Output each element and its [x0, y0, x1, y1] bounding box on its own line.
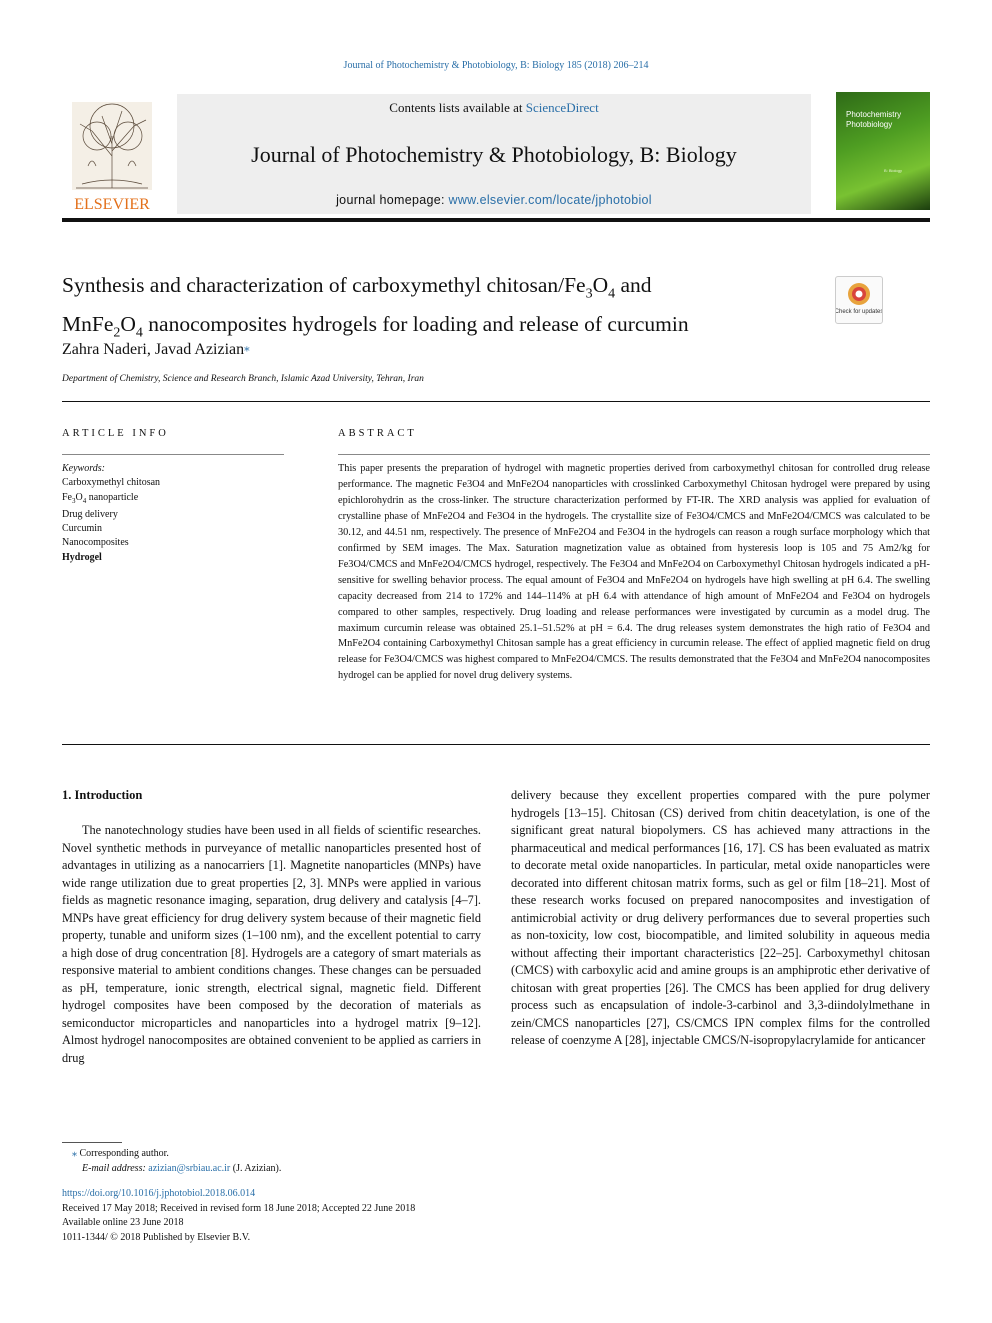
section-heading-introduction: 1. Introduction	[62, 788, 143, 802]
authors	[62, 341, 250, 359]
footnotes	[62, 1146, 281, 1176]
corresponding-note	[62, 1146, 281, 1161]
footnote-divider	[62, 1142, 122, 1143]
homepage-prefix: journal homepage:	[336, 193, 449, 207]
received-dates: Received 17 May 2018; Received in revised form 18 June 2018; Accepted 22 June 2018	[62, 1202, 416, 1214]
divider	[62, 401, 930, 402]
divider	[338, 454, 930, 455]
email-suffix: (J. Azizian).	[230, 1163, 282, 1174]
cover-subtitle: B: Biology	[884, 168, 903, 173]
keyword: Drug delivery	[62, 508, 118, 520]
elsevier-logo	[62, 96, 162, 214]
keyword: $Fe_3O_4$ nanoparticle	[62, 491, 139, 505]
email-label: E-mail address:	[82, 1163, 149, 1174]
title-part-2: MnFe	[62, 312, 114, 337]
divider	[62, 744, 930, 745]
copyright: 1011-1344/ © 2018 Published by Elsevier B.V.	[62, 1231, 251, 1243]
affiliation: Department of Chemistry, Science and Research Branch, Islamic Azad University, Tehran, Iran	[62, 374, 424, 384]
contents-prefix: Contents lists available at	[389, 100, 526, 115]
crossmark-label: Check for updates	[836, 309, 882, 315]
cover-title-line2: Photobiology	[846, 120, 893, 129]
email-line	[62, 1161, 281, 1176]
elsevier-wordmark: ELSEVIER	[74, 196, 150, 213]
check-for-updates-button[interactable]	[835, 276, 883, 324]
article-metadata	[62, 1187, 415, 1245]
corresponding-author-mark[interactable]: ⁎	[244, 342, 250, 354]
cover-title-line1: Photochemistry	[846, 110, 902, 119]
journal-title: Journal of Photochemistry & Photobiology, B: Biology	[251, 142, 737, 167]
homepage-link[interactable]: www.elsevier.com/locate/jphotobiol	[448, 193, 652, 207]
keyword: Nanocomposites	[62, 537, 129, 549]
header-divider	[62, 218, 930, 222]
keyword: Carboxymethyl chitosan	[62, 477, 161, 489]
corresponding-label: Corresponding author.	[79, 1148, 169, 1159]
article-info-heading: ARTICLE INFO	[62, 428, 169, 439]
email-link[interactable]: azizian@srbiau.ac.ir	[148, 1163, 231, 1174]
abstract-text: This paper presents the preparation of hydrogel with magnetic properties derived from carboxymethyl chitosan for controlled drug release performance. The magnetic Fe3O4 and MnFe2O4 nanoparticles with crosslinked Carboxymethyl Chitosan hydrogel were prepared by using epichlorohydrin as the cross-linker. The structure characterization performed by FT-IR. The XRD analysis was applied for evaluation of crystalline phase of MnFe2O4 and Fe3O4 in the hydrogels. The crystallite size of Fe3O4/CMCS and MnFe2O4/CMCS was calculated to be 30.12, and 44.51 nm, respectively. The presence of MnFe2O4 and Fe3O4 in the hydrogels can reason a rough surface morphology which that confirmed by SEM images. The Max. Saturation magnetization value as obtained from hysteresis loop is 105 and 75 Am2/kg for Fe3O4/CMCS and MnFe2O4/CMCS hydrogel, respectively. The Fe3O4 and MnFe2O4 on Carboxymethyl Chitosan hydrogels indicated a pH-sensitive for swelling behavior process. The equal amount of Fe3O4 and MnFe2O4 on hydrogels have high swelling at pH 6.4. The swelling capacity decreased from 214 to 172% and 144–114% at pH 6.4 with attendance of high amount of MnFe2O4 and Fe3O4 on hydrogels compared to other samples, respectively. Drug loading and release performances were investigated by curcumin as a model drug. The maximum curcumin release was obtained 25.1–51.52% at pH = 6.4. The drug releases system demonstrates the high ratio of Fe3O4 and MnFe2O4 containing Carboxymethyl Chitosan sample has a great efficiency in curcumin release. The effect of applied magnetic field on drug release for Fe3O4/CMCS was highest compared to MnFe2O4/CMCS. The results demonstrated that the Fe3O4 and MnFe2O4 nanocomposites hydrogel can be applied for novel drug delivery systems.	[338, 463, 930, 682]
footnote-mark: ⁎	[72, 1148, 77, 1159]
keyword: Hydrogel	[62, 551, 102, 563]
body-column-right: delivery because they excellent properties compared with the pure polymer hydrogels [13–15]. Chitosan (CS) derived from chitin deacetylation, is one of the significant great natural biopolymers. CS has achieved many attractions in the pharmaceutical and medical performances [16, 17]. CS has been evaluated as matrix to decorate metal oxide nanoparticles. In particular, metal oxide nanoparticles were decorated into different chitosan matrix forms, such as gel or film [18–21]. Most of these research works focused on prepared nanocomposites and investigation of antimicrobial activity or drug delivery performances due to several properties such as non-toxicity, low cost, biocompatible, and limited solubility in aqueous media without affecting their important characteristics [22–25]. Carboxymethyl chitosan (CMCS) with carboxylic acid and amine groups is an amphiprotic ether derivative of chitosan with great properties [26]. The CMCS has been applied for drug delivery process such as encapsulation of indole-3-carbinol and 3,3-diindolylmethane in zein/CMCS nanoparticles [27], CS/CMCS IPN complex films for the controlled release of coenzyme A [28], injectable CMCS/N-isopropylacrylamide for anticancer	[511, 788, 930, 1047]
sciencedirect-link[interactable]: ScienceDirect	[525, 100, 599, 115]
keywords-label: Keywords:	[62, 463, 105, 474]
doi-link[interactable]: https://doi.org/10.1016/j.jphotobiol.2018.06.014	[62, 1188, 256, 1199]
body-column-left: The nanotechnology studies have been used in all fields of scientific researches. Novel synthetic methods in purveyance of metallic nanoparticles presented host of advantages in utilizing as a nanocarriers [1]. Magnetite nanoparticles (MNPs) have wide range utilization due to great properties [2, 3]. MNPs were applied in various fields as magnetic resonance imaging, separation, drug delivery and catalysis [4–7]. MNPs have great efficiency for drug delivery system because of their magnetic field property, tunable and uniform sizes (1–100 nm), and the excellent potential to carry a high dose of drug concentration [8]. Hydrogels are a category of smart materials as responsive material to ambient conditions changes. These changes can be persuaded as pH, temperature, ionic strength, electrical signal, magnetic field. Different hydrogel composites have been composed by the decoration of materials as semiconductor microparticles and nanoparticles into a hydrogel matrix [9–12]. Almost hydrogel nanocomposites are obtained convenient to be applied as carriers in drug	[62, 823, 481, 1065]
journal-citation[interactable]: Journal of Photochemistry & Photobiology, B: Biology 185 (2018) 206–214	[343, 60, 649, 71]
abstract-heading: ABSTRACT	[338, 428, 417, 439]
keyword: Curcumin	[62, 523, 102, 535]
journal-homepage	[177, 193, 811, 207]
title-part-1: Synthesis and characterization of carboxymethyl chitosan/Fe	[62, 273, 586, 297]
title-part-3: nanocomposites hydrogels for loading and release of curcumin	[142, 312, 689, 337]
journal-cover-title	[846, 110, 926, 130]
author-names: Zahra Naderi, Javad Azizian	[62, 341, 245, 358]
contents-line	[177, 100, 811, 116]
available-online: Available online 23 June 2018	[62, 1217, 184, 1228]
keywords-list	[62, 462, 160, 565]
divider	[62, 454, 284, 455]
article-title: Synthesis and characterization of carboxymethyl chitosan/$Fe_3O_4$ and $MnFe_2O_4$ nanocomposites hydrogels for loading and release of curcumin	[62, 273, 689, 341]
